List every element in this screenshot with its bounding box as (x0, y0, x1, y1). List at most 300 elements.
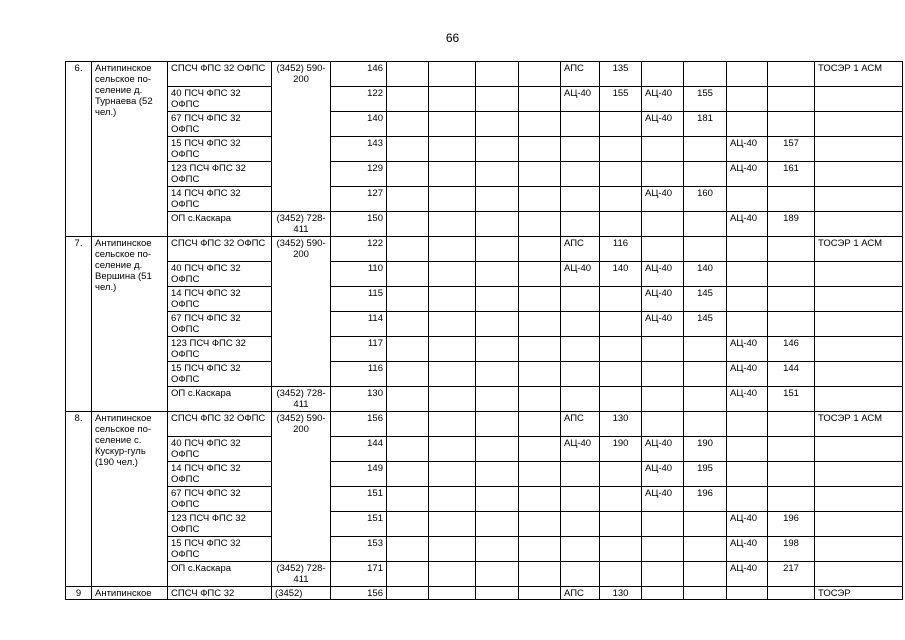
vehicle-type-cell: АЦ-40 (642, 462, 684, 487)
vehicle-type-cell: АЦ-40 (727, 387, 768, 412)
arrival-time-cell (600, 337, 642, 362)
vehicle-type-cell: АЦ-40 (642, 87, 684, 112)
unit-cell: ОП с.Каскара (168, 387, 272, 412)
arrival-time-cell: 145 (684, 312, 727, 337)
note-cell (815, 262, 903, 287)
empty-cell (429, 262, 476, 287)
table-row (66, 212, 903, 237)
distance-cell: 156 (331, 412, 387, 437)
distance-cell: 149 (331, 462, 387, 487)
vehicle-type-cell (642, 62, 684, 87)
distance-cell: 130 (331, 387, 387, 412)
arrival-time-cell (768, 62, 815, 87)
unit-cell: 15 ПСЧ ФПС 32 ОФПС (168, 137, 272, 162)
row-number: 6. (66, 62, 92, 237)
empty-cell (476, 487, 519, 512)
arrival-time-cell (768, 262, 815, 287)
arrival-time-cell: 140 (600, 262, 642, 287)
distance-cell: 127 (331, 187, 387, 212)
unit-cell: 40 ПСЧ ФПС 32 ОФПС (168, 262, 272, 287)
unit-cell: 15 ПСЧ ФПС 32 ОФПС (168, 362, 272, 387)
settlement-cell: Антипинское сельское по-селение д. Турнаева (52 чел.) (92, 62, 168, 237)
arrival-time-cell (600, 212, 642, 237)
table-row (66, 587, 903, 600)
empty-cell (429, 187, 476, 212)
empty-cell (476, 512, 519, 537)
distance-cell: 151 (331, 487, 387, 512)
vehicle-type-cell (561, 212, 600, 237)
vehicle-type-cell (561, 462, 600, 487)
arrival-time-cell: 130 (600, 412, 642, 437)
arrival-time-cell (684, 212, 727, 237)
empty-cell (476, 562, 519, 587)
vehicle-type-cell (561, 287, 600, 312)
unit-cell: СПСЧ ФПС 32 ОФПС (168, 62, 272, 87)
empty-cell (476, 587, 519, 600)
arrival-time-cell: 181 (684, 112, 727, 137)
vehicle-type-cell (642, 412, 684, 437)
arrival-time-cell (768, 312, 815, 337)
arrival-time-cell: 157 (768, 137, 815, 162)
row-number: 9 (66, 587, 92, 600)
vehicle-type-cell (642, 237, 684, 262)
vehicle-type-cell (642, 387, 684, 412)
empty-cell (387, 287, 429, 312)
vehicle-type-cell (727, 62, 768, 87)
vehicle-type-cell: АЦ-40 (727, 562, 768, 587)
arrival-time-cell: 196 (768, 512, 815, 537)
empty-cell (429, 512, 476, 537)
table-row (66, 87, 903, 112)
empty-cell (519, 137, 561, 162)
note-cell (815, 512, 903, 537)
phone-cell: (3452) 728-411 (272, 387, 331, 412)
vehicle-type-cell: АПС (561, 62, 600, 87)
distance-cell: 146 (331, 62, 387, 87)
empty-cell (387, 212, 429, 237)
empty-cell (476, 237, 519, 262)
distance-cell: 156 (331, 587, 387, 600)
empty-cell (387, 237, 429, 262)
empty-cell (387, 537, 429, 562)
distance-cell: 129 (331, 162, 387, 187)
arrival-time-cell (768, 112, 815, 137)
arrival-time-cell: 160 (684, 187, 727, 212)
table-row (66, 237, 903, 262)
distance-cell: 151 (331, 512, 387, 537)
empty-cell (519, 587, 561, 600)
table-row (66, 287, 903, 312)
vehicle-type-cell: АЦ-40 (642, 437, 684, 462)
arrival-time-cell: 135 (600, 62, 642, 87)
empty-cell (519, 487, 561, 512)
empty-cell (387, 112, 429, 137)
arrival-time-cell (684, 237, 727, 262)
vehicle-type-cell (561, 487, 600, 512)
empty-cell (519, 262, 561, 287)
table-row (66, 537, 903, 562)
note-cell: ТОСЭР (815, 587, 903, 600)
table-row (66, 387, 903, 412)
empty-cell (429, 62, 476, 87)
vehicle-type-cell (561, 112, 600, 137)
vehicle-type-cell: АЦ-40 (642, 262, 684, 287)
arrival-time-cell: 116 (600, 237, 642, 262)
distance-cell: 122 (331, 237, 387, 262)
empty-cell (429, 237, 476, 262)
note-cell (815, 362, 903, 387)
unit-cell: 15 ПСЧ ФПС 32 ОФПС (168, 537, 272, 562)
unit-cell: 40 ПСЧ ФПС 32 ОФПС (168, 87, 272, 112)
arrival-time-cell (684, 337, 727, 362)
arrival-time-cell: 130 (600, 587, 642, 600)
empty-cell (429, 462, 476, 487)
empty-cell (429, 487, 476, 512)
empty-cell (387, 87, 429, 112)
arrival-time-cell (684, 512, 727, 537)
unit-cell: 123 ПСЧ ФПС 32 ОФПС (168, 337, 272, 362)
vehicle-type-cell: АЦ-40 (561, 262, 600, 287)
empty-cell (476, 87, 519, 112)
arrival-time-cell (600, 162, 642, 187)
unit-cell: ОП с.Каскара (168, 212, 272, 237)
arrival-time-cell: 146 (768, 337, 815, 362)
phone-cell: (3452) 590-200 (272, 412, 331, 562)
vehicle-type-cell (642, 562, 684, 587)
empty-cell (768, 587, 815, 600)
arrival-time-cell: 195 (684, 462, 727, 487)
arrival-time-cell: 189 (768, 212, 815, 237)
note-cell: ТОСЭР 1 АСМ (815, 412, 903, 437)
arrival-time-cell (600, 137, 642, 162)
unit-cell: ОП с.Каскара (168, 562, 272, 587)
vehicle-type-cell: АЦ-40 (727, 362, 768, 387)
empty-cell (519, 87, 561, 112)
table-row (66, 312, 903, 337)
vehicle-type-cell (642, 362, 684, 387)
empty-cell (519, 437, 561, 462)
empty-cell (727, 587, 768, 600)
note-cell: ТОСЭР 1 АСМ (815, 62, 903, 87)
distance-cell: 117 (331, 337, 387, 362)
vehicle-type-cell: АЦ-40 (727, 162, 768, 187)
phone-cell: (3452) 590-200 (272, 237, 331, 387)
note-cell (815, 112, 903, 137)
vehicle-type-cell (727, 312, 768, 337)
empty-cell (476, 437, 519, 462)
empty-cell (476, 362, 519, 387)
arrival-time-cell (600, 112, 642, 137)
empty-cell (519, 462, 561, 487)
empty-cell (519, 212, 561, 237)
empty-cell (519, 387, 561, 412)
empty-cell (387, 312, 429, 337)
table-row (66, 187, 903, 212)
note-cell: ТОСЭР 1 АСМ (815, 237, 903, 262)
phone-cell: (3452) 728-411 (272, 212, 331, 237)
empty-cell (519, 62, 561, 87)
vehicle-type-cell: АЦ-40 (642, 312, 684, 337)
vehicle-type-cell (561, 162, 600, 187)
vehicle-type-cell: АЦ-40 (642, 287, 684, 312)
empty-cell (429, 387, 476, 412)
distance-cell: 153 (331, 537, 387, 562)
empty-cell (519, 112, 561, 137)
vehicle-type-cell: АЦ-40 (642, 487, 684, 512)
empty-cell (519, 237, 561, 262)
empty-cell (387, 562, 429, 587)
vehicle-type-cell (727, 187, 768, 212)
empty-cell (476, 162, 519, 187)
arrival-time-cell: 198 (768, 537, 815, 562)
vehicle-type-cell (727, 287, 768, 312)
note-cell (815, 337, 903, 362)
arrival-time-cell (684, 562, 727, 587)
arrival-time-cell: 145 (684, 287, 727, 312)
empty-cell (387, 337, 429, 362)
table-row (66, 112, 903, 137)
empty-cell (476, 387, 519, 412)
distance-cell: 171 (331, 562, 387, 587)
arrival-time-cell (600, 312, 642, 337)
note-cell (815, 462, 903, 487)
vehicle-type-cell (642, 137, 684, 162)
vehicle-type-cell: АЦ-40 (727, 512, 768, 537)
table-row (66, 362, 903, 387)
unit-cell: 14 ПСЧ ФПС 32 ОФПС (168, 187, 272, 212)
vehicle-type-cell: АЦ-40 (727, 212, 768, 237)
table-row (66, 412, 903, 437)
table-row (66, 487, 903, 512)
empty-cell (429, 412, 476, 437)
note-cell (815, 562, 903, 587)
arrival-time-cell (768, 87, 815, 112)
arrival-time-cell: 196 (684, 487, 727, 512)
unit-cell: 14 ПСЧ ФПС 32 ОФПС (168, 462, 272, 487)
table-row (66, 462, 903, 487)
note-cell (815, 537, 903, 562)
arrival-time-cell (600, 462, 642, 487)
unit-cell: 123 ПСЧ ФПС 32 ОФПС (168, 162, 272, 187)
vehicle-type-cell (642, 337, 684, 362)
empty-cell (476, 312, 519, 337)
note-cell (815, 487, 903, 512)
table-row (66, 62, 903, 87)
vehicle-type-cell (561, 512, 600, 537)
table-row (66, 337, 903, 362)
empty-cell (429, 137, 476, 162)
note-cell (815, 162, 903, 187)
arrival-time-cell (768, 412, 815, 437)
arrival-time-cell (684, 537, 727, 562)
phone-cell: (3452) 590-200 (272, 62, 331, 212)
arrival-time-cell: 190 (684, 437, 727, 462)
phone-cell: (3452) (272, 587, 331, 600)
distance-cell: 114 (331, 312, 387, 337)
arrival-time-cell (684, 62, 727, 87)
vehicle-type-cell (727, 487, 768, 512)
empty-cell (519, 562, 561, 587)
arrival-time-cell (600, 387, 642, 412)
empty-cell (429, 112, 476, 137)
vehicle-type-cell: АЦ-40 (561, 437, 600, 462)
vehicle-type-cell: АЦ-40 (561, 87, 600, 112)
note-cell (815, 312, 903, 337)
note-cell (815, 187, 903, 212)
distance-cell: 150 (331, 212, 387, 237)
empty-cell (429, 337, 476, 362)
arrival-time-cell (768, 437, 815, 462)
vehicle-type-cell: АЦ-40 (727, 537, 768, 562)
empty-cell (476, 262, 519, 287)
empty-cell (429, 212, 476, 237)
settlement-cell: Антипинское сельское по-селение д. Вершина (51 чел.) (92, 237, 168, 412)
unit-cell: СПСЧ ФПС 32 ОФПС (168, 237, 272, 262)
empty-cell (429, 437, 476, 462)
empty-cell (519, 187, 561, 212)
empty-cell (476, 462, 519, 487)
unit-cell: СПСЧ ФПС 32 (168, 587, 272, 600)
empty-cell (387, 487, 429, 512)
arrival-time-cell: 151 (768, 387, 815, 412)
empty-cell (429, 287, 476, 312)
arrival-time-cell (684, 362, 727, 387)
settlement-cell: Антипинское (92, 587, 168, 600)
distance-cell: 143 (331, 137, 387, 162)
table-row (66, 437, 903, 462)
empty-cell (387, 412, 429, 437)
arrival-time-cell: 155 (684, 87, 727, 112)
empty-cell (387, 387, 429, 412)
empty-cell (429, 87, 476, 112)
vehicle-type-cell (727, 112, 768, 137)
vehicle-type-cell (642, 212, 684, 237)
empty-cell (387, 62, 429, 87)
vehicle-type-cell: АПС (561, 412, 600, 437)
empty-cell (429, 312, 476, 337)
row-number: 7. (66, 237, 92, 412)
empty-cell (387, 362, 429, 387)
note-cell (815, 212, 903, 237)
empty-cell (476, 187, 519, 212)
arrival-time-cell (600, 562, 642, 587)
empty-cell (519, 162, 561, 187)
distance-cell: 115 (331, 287, 387, 312)
table-row (66, 512, 903, 537)
unit-cell: 40 ПСЧ ФПС 32 ОФПС (168, 437, 272, 462)
arrival-time-cell (768, 462, 815, 487)
empty-cell (387, 137, 429, 162)
vehicle-type-cell (727, 237, 768, 262)
vehicle-type-cell (642, 512, 684, 537)
empty-cell (519, 512, 561, 537)
arrival-time-cell (684, 412, 727, 437)
unit-cell: 123 ПСЧ ФПС 32 ОФПС (168, 512, 272, 537)
empty-cell (387, 187, 429, 212)
empty-cell (429, 537, 476, 562)
empty-cell (429, 362, 476, 387)
empty-cell (519, 537, 561, 562)
empty-cell (476, 287, 519, 312)
empty-cell (519, 337, 561, 362)
note-cell (815, 287, 903, 312)
arrival-time-cell (684, 162, 727, 187)
vehicle-type-cell (727, 262, 768, 287)
vehicle-type-cell (561, 387, 600, 412)
empty-cell (387, 512, 429, 537)
arrival-time-cell (768, 187, 815, 212)
empty-cell (476, 62, 519, 87)
vehicle-type-cell (727, 462, 768, 487)
empty-cell (429, 162, 476, 187)
vehicle-type-cell: АЦ-40 (642, 187, 684, 212)
vehicle-type-cell (561, 187, 600, 212)
arrival-time-cell (768, 237, 815, 262)
empty-cell (387, 462, 429, 487)
vehicle-type-cell (727, 437, 768, 462)
distance-cell: 122 (331, 87, 387, 112)
note-cell (815, 87, 903, 112)
vehicle-type-cell: АЦ-40 (727, 337, 768, 362)
arrival-time-cell (600, 487, 642, 512)
page-number: 66 (445, 31, 460, 45)
vehicle-type-cell (561, 337, 600, 362)
arrival-time-cell (768, 287, 815, 312)
distance-cell: 140 (331, 112, 387, 137)
settlement-cell: Антипинское сельское по-селение с. Кускур-гуль (190 чел.) (92, 412, 168, 587)
vehicle-type-cell (561, 362, 600, 387)
note-cell (815, 387, 903, 412)
vehicle-type-cell (561, 137, 600, 162)
arrival-time-cell: 217 (768, 562, 815, 587)
arrival-time-cell (600, 537, 642, 562)
vehicle-type-cell (727, 412, 768, 437)
empty-cell (642, 587, 684, 600)
note-cell (815, 137, 903, 162)
table-row (66, 162, 903, 187)
row-number: 8. (66, 412, 92, 587)
empty-cell (387, 587, 429, 600)
unit-cell: 14 ПСЧ ФПС 32 ОФПС (168, 287, 272, 312)
arrival-time-cell (600, 287, 642, 312)
unit-cell: 67 ПСЧ ФПС 32 ОФПС (168, 312, 272, 337)
distance-cell: 116 (331, 362, 387, 387)
empty-cell (429, 562, 476, 587)
vehicle-type-cell (642, 162, 684, 187)
empty-cell (519, 312, 561, 337)
empty-cell (476, 112, 519, 137)
empty-cell (519, 287, 561, 312)
vehicle-type-cell: АПС (561, 587, 600, 600)
empty-cell (429, 587, 476, 600)
empty-cell (519, 362, 561, 387)
note-cell (815, 437, 903, 462)
empty-cell (387, 162, 429, 187)
unit-cell: СПСЧ ФПС 32 ОФПС (168, 412, 272, 437)
empty-cell (476, 412, 519, 437)
arrival-time-cell: 161 (768, 162, 815, 187)
response-table (65, 61, 903, 600)
phone-cell: (3452) 728-411 (272, 562, 331, 587)
empty-cell (476, 537, 519, 562)
table-row (66, 262, 903, 287)
unit-cell: 67 ПСЧ ФПС 32 ОФПС (168, 112, 272, 137)
empty-cell (476, 337, 519, 362)
vehicle-type-cell (727, 87, 768, 112)
arrival-time-cell (600, 512, 642, 537)
table-row (66, 137, 903, 162)
empty-cell (387, 437, 429, 462)
